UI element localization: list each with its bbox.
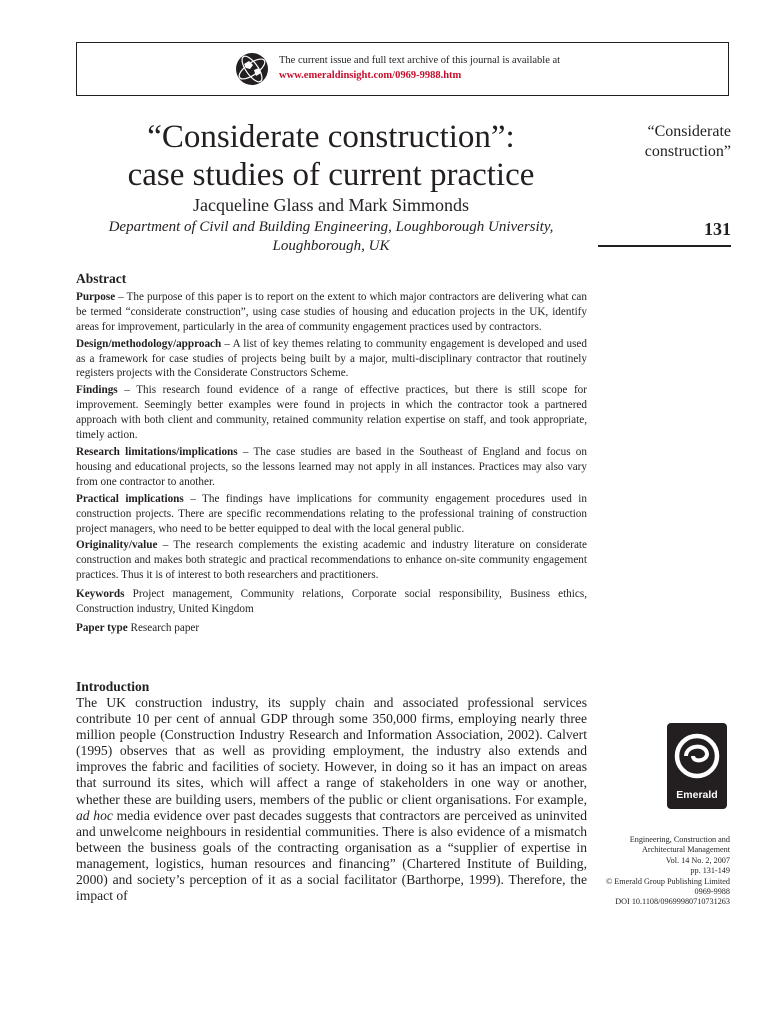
affiliation-line1: Department of Civil and Building Engineering, Loughborough University,	[108, 219, 554, 235]
purpose-label: Purpose	[76, 290, 116, 303]
banner-text: The current issue and full text archive of this journal is available at	[279, 55, 561, 66]
journal-issn: 0969-9988	[694, 887, 730, 897]
running-head	[598, 122, 731, 162]
abstract-purpose	[76, 290, 587, 335]
journal-url-link[interactable]: www.emeraldinsight.com/0969-9988.htm	[279, 70, 462, 81]
abstract-heading: Abstract	[76, 271, 127, 286]
introduction-heading: Introduction	[76, 679, 150, 694]
page-number: 131	[704, 219, 731, 239]
originality-label: Originality/value	[76, 539, 158, 552]
intro-text-italic: ad hoc	[76, 807, 113, 823]
affiliation-line2: Loughborough, UK	[272, 238, 390, 254]
journal-name-line1: Engineering, Construction and	[629, 835, 730, 844]
journal-volume: Vol. 14 No. 2, 2007	[665, 855, 730, 865]
journal-doi: DOI 10.1108/09699980710731263	[615, 897, 730, 907]
limitations-text: – The case studies are based in the Southeast of England and focus on housing and educational projects, so the lessons learned may not apply in all instances. Practices may also vary from one contractor to another.	[76, 445, 587, 488]
keywords-label: Keywords	[76, 588, 125, 601]
emerald-logo	[667, 723, 727, 809]
limitations-label: Research limitations/implications	[76, 445, 238, 458]
journal-pages: pp. 131-149	[690, 866, 730, 876]
introduction-body	[76, 695, 587, 904]
keywords-text: Project management, Community relations, Corporate social responsibility, Business ethics, Construction industry, United Kingdom	[76, 588, 587, 616]
paper-type-text: Research paper	[127, 621, 200, 634]
authors: Jacqueline Glass and Mark Simmonds	[193, 195, 469, 215]
page-number-rule	[598, 245, 731, 247]
paper-type-label: Paper type	[76, 621, 128, 634]
journal-name-line2: Architectural Management	[642, 845, 730, 855]
findings-text: – This research found evidence of a range of effective practices, but there is still scope for improvement. Seemingly better examples were found in projects in which the contractor took a partnered approach with both client and community, retained community relation expertise on staff, and took appropriate, timely action.	[76, 384, 587, 442]
abstract-keywords	[76, 587, 587, 617]
affiliation	[76, 218, 586, 256]
abstract-practical	[76, 492, 587, 537]
findings-label: Findings	[76, 384, 118, 397]
intro-text-part1: The UK construction industry, its supply chain and associated professional services contribute 10 per cent of annual GDP through some 350,000 firms, employing nearly three million people (Construction Industry Research and Information Association, 2002). Calvert (1995) observes that as well as providing employment, the industry also extends and improves the fabric and facilities of society. However, in doing so it has an impact on areas that surround its sites, which will affect a range of stakeholders in one way or another, whether these are building users, members of the public or client organisations. For example,	[76, 695, 587, 807]
abstract-originality	[76, 538, 587, 583]
intro-text-part2: media evidence over past decades suggests that contractors are perceived as uninvited and unwelcome neighbours in residential communities. There is also evidence of a mismatch between the business goals of the contracting organisation as a “supplier of expertise in management, logistics, human resources and financing” (Chartered Institute of Building, 2000) and society’s perception of it as a social facilitator (Barthorpe, 1999). Therefore, the impact of	[76, 807, 587, 904]
abstract-limitations	[76, 445, 587, 490]
running-head-line2: construction”	[644, 143, 731, 160]
abstract-findings	[76, 383, 587, 443]
journal-access-banner	[76, 42, 729, 96]
running-head-line1: “Considerate	[647, 123, 731, 140]
purpose-text: – The purpose of this paper is to report on the extent to which major contractors are delivering what can be termed “considerate construction”, using case studies of housing and education projects in the UK, identify areas for improvement, particularly in the area of community engagement practices used by contractors.	[76, 290, 587, 333]
abstract-section	[76, 272, 587, 638]
paper-title-line1: “Considerate construction”:	[147, 119, 515, 155]
design-text: – A list of key themes relating to community engagement is developed and used as a framework for case studies of projects being built by a major, multi-disciplinary contractor that routinely registers projects with the Considerate Constructors Scheme.	[76, 337, 587, 380]
journal-citation-info	[590, 835, 730, 908]
abstract-paper-type	[76, 621, 587, 636]
originality-text: – The research complements the existing academic and industry literature on considerate construction and makes both strategic and practical recommendations to enhance on-site community engagement practices. Thus it is of interest to both researchers and practitioners.	[76, 539, 587, 582]
design-label: Design/methodology/approach	[76, 337, 222, 350]
paper-title	[76, 118, 586, 194]
practical-text: – The findings have implications for community engagement procedures used in construction projects. There are specific recommendations relating to the professional training of construction project managers, who need to be better equipped to deal with the local general public.	[76, 492, 587, 535]
emerald-wordmark: Emerald	[676, 789, 718, 801]
emerald-e-icon	[667, 723, 727, 789]
globe-icon	[235, 52, 269, 86]
paper-title-line2: case studies of current practice	[127, 157, 535, 193]
abstract-design	[76, 337, 587, 382]
journal-copyright: © Emerald Group Publishing Limited	[605, 876, 730, 886]
practical-label: Practical implications	[76, 492, 184, 505]
